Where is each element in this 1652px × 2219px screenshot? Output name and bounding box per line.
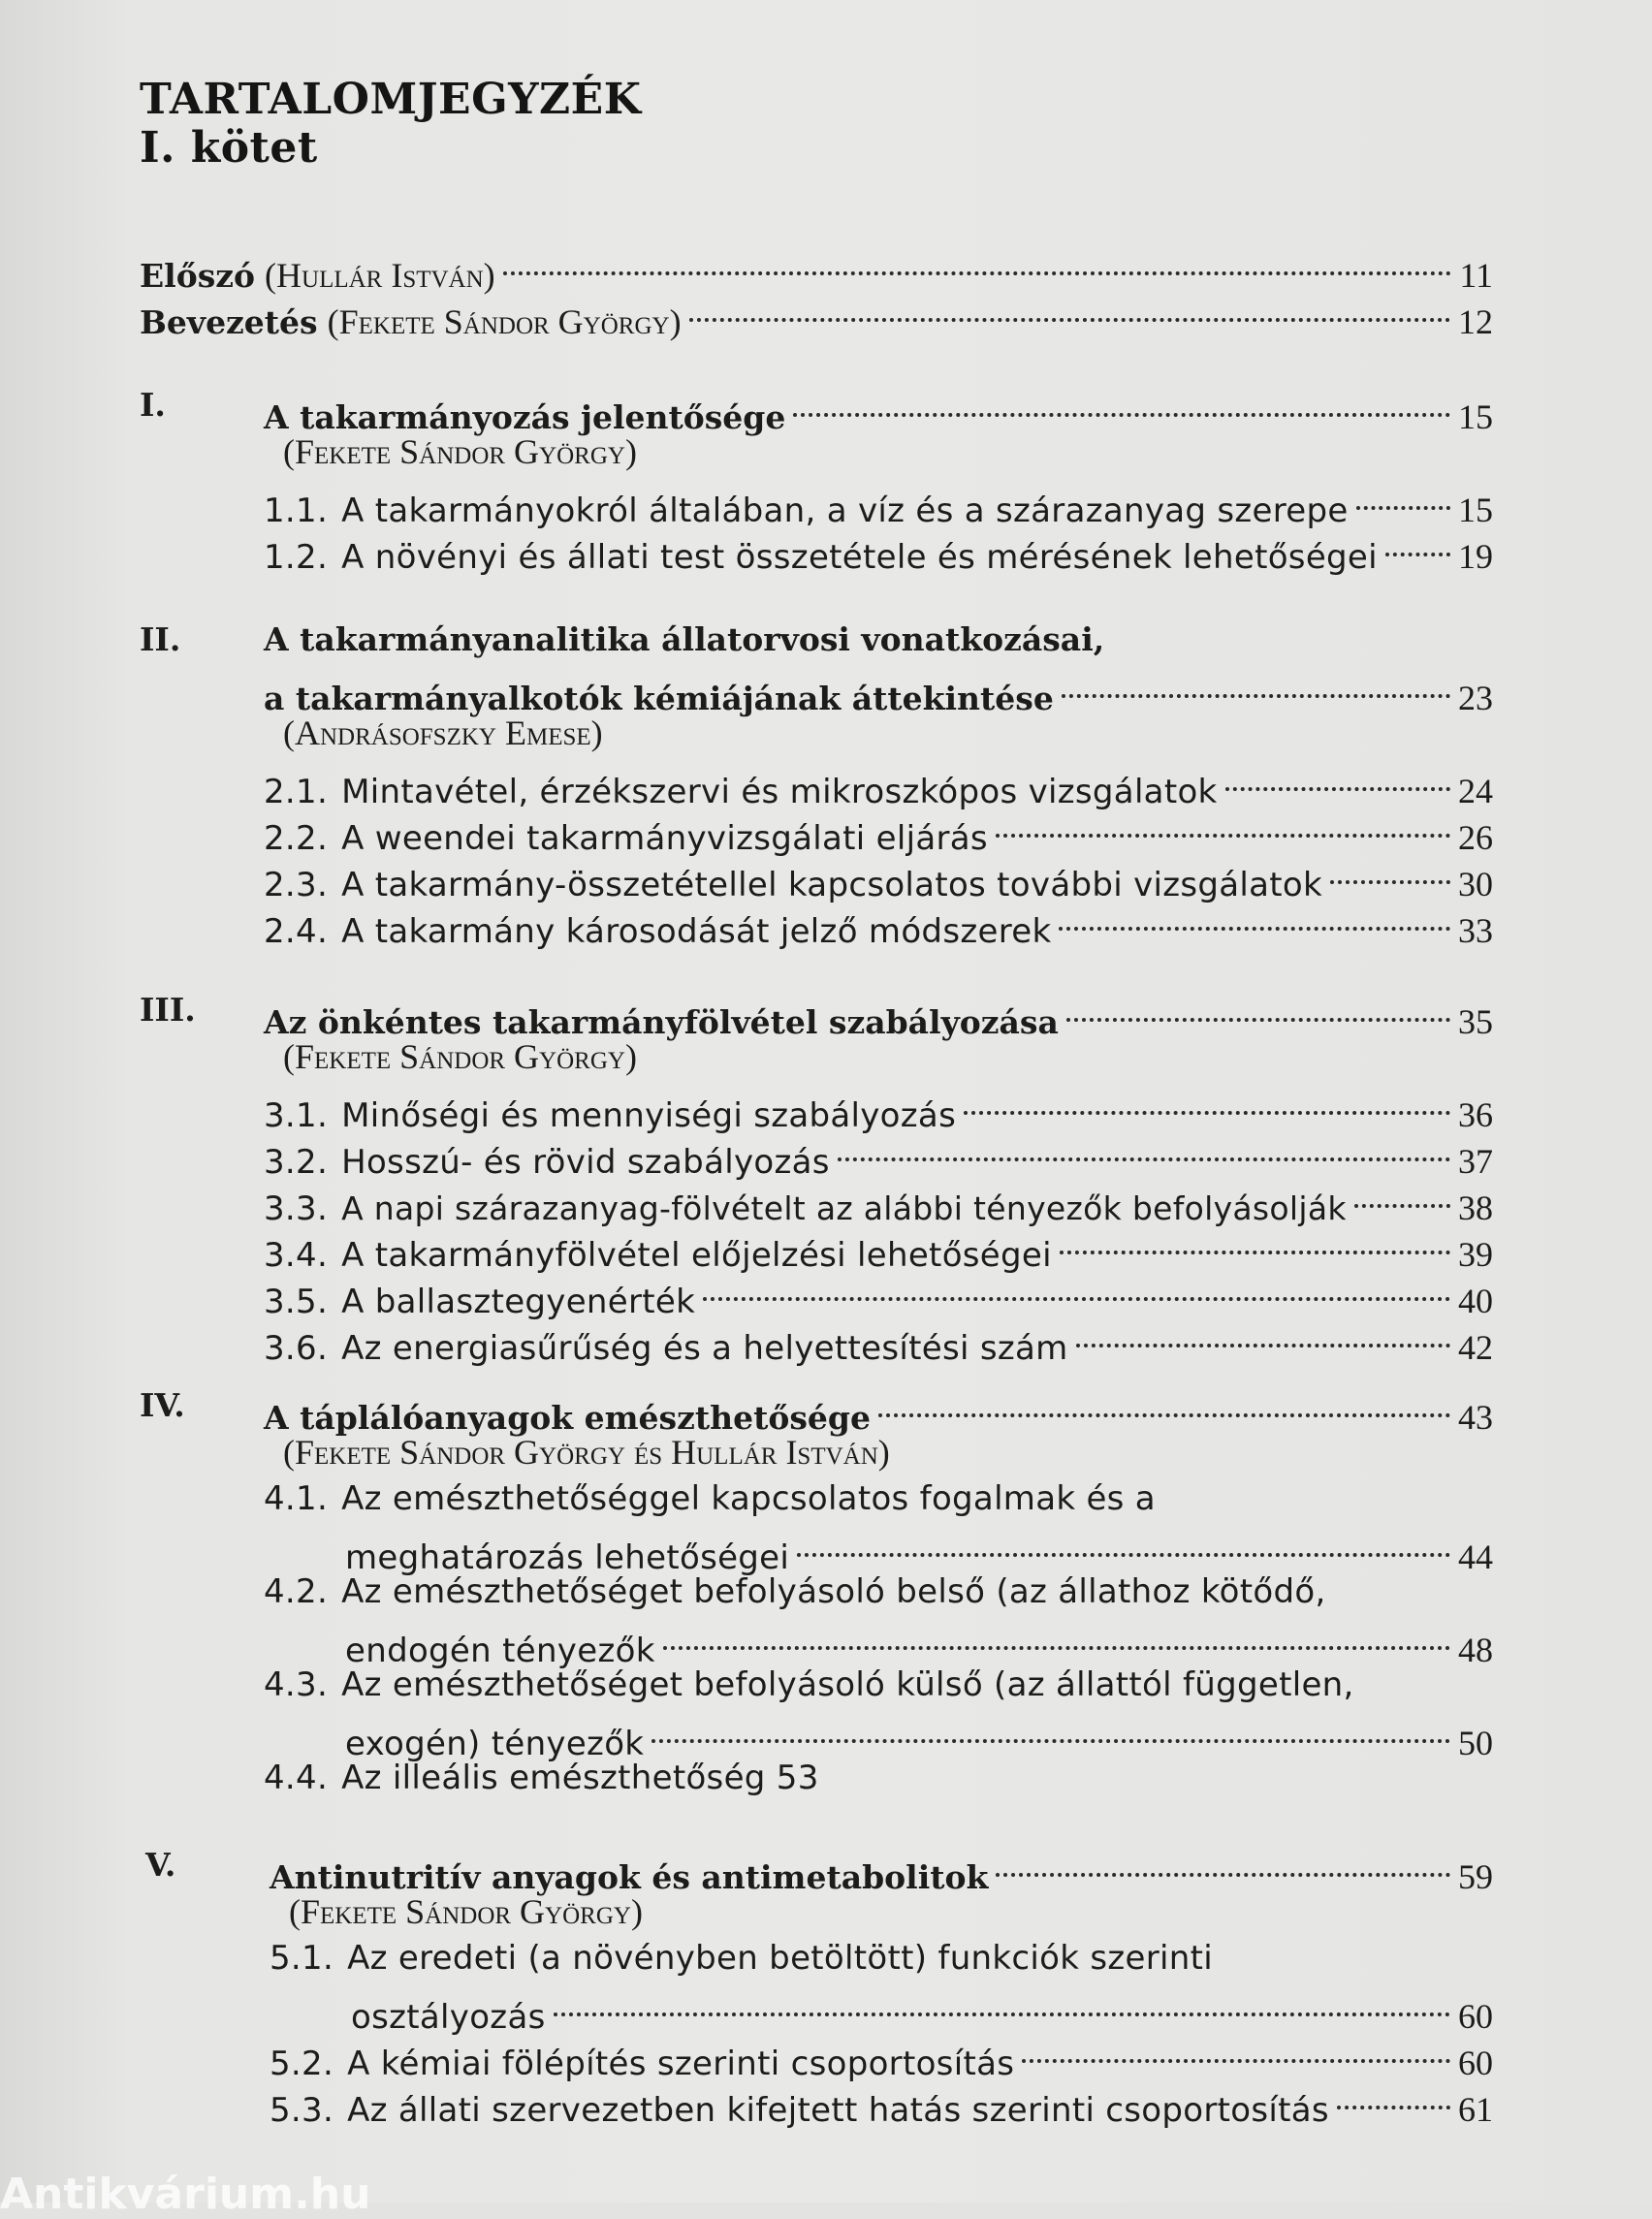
- chapter-title-line1: A takarmányanalitika állatorvosi vonatkozásai,: [264, 620, 1105, 658]
- page-number: 19: [1458, 537, 1493, 576]
- dot-leader: [838, 1126, 1450, 1173]
- toc-section-line1[interactable]: [270, 1935, 1213, 1981]
- section-title: A ballasztegyenérték: [341, 1283, 696, 1321]
- watermark: Antikvárium.hu: [0, 2170, 371, 2219]
- page-number: 60: [1458, 1997, 1493, 2036]
- page-number: 15: [1458, 491, 1493, 529]
- toc-section[interactable]: [264, 896, 1493, 951]
- dot-leader: [503, 240, 1452, 287]
- document-heading: [140, 76, 641, 173]
- page-number: 48: [1458, 1631, 1493, 1669]
- section-title-line2: osztályozás: [351, 1998, 546, 2037]
- page-number: 33: [1458, 911, 1493, 950]
- section-number: 5.1.: [270, 1939, 334, 1978]
- section-title: A weendei takarmányvizsgálati eljárás: [341, 819, 988, 858]
- chapter-title: Az önkéntes takarmányfölvétel szabályozása: [264, 1003, 1059, 1041]
- dot-leader: [651, 1708, 1450, 1755]
- chapter-number: I.: [140, 386, 166, 424]
- dot-leader: [878, 1382, 1450, 1429]
- toc-chapter-5[interactable]: [270, 1842, 1493, 1896]
- section-number: 2.1.: [264, 773, 329, 811]
- toc-section[interactable]: [264, 803, 1493, 858]
- page-number: 40: [1458, 1282, 1493, 1320]
- chapter-author: (Andrásofszky Emese): [283, 713, 603, 752]
- section-title: A takarmány károsodását jelző módszerek: [341, 912, 1052, 951]
- section-number: 4.3.: [264, 1665, 329, 1704]
- section-title-line2: exogén) tényezők: [345, 1725, 645, 1763]
- section-number: 3.4.: [264, 1236, 329, 1275]
- section-title: A takarmányokról általában, a víz és a szárazanyag szerepe: [341, 491, 1349, 530]
- page-number: 44: [1458, 1537, 1493, 1576]
- dot-leader: [793, 382, 1450, 428]
- dot-leader: [1385, 522, 1450, 568]
- dot-leader: [964, 1080, 1450, 1126]
- dot-leader: [1356, 475, 1450, 522]
- section-number: 1.2.: [264, 538, 329, 577]
- chapter-author: (Fekete Sándor György): [283, 432, 637, 471]
- dot-leader: [1076, 1313, 1450, 1359]
- chapter-author: (Fekete Sándor György és Hullár István): [283, 1433, 890, 1472]
- toc-section[interactable]: [264, 1755, 819, 1801]
- page-number: 37: [1458, 1142, 1493, 1181]
- section-number: 3.6.: [264, 1329, 329, 1368]
- section-title: Az illeális emészthetőség 53: [341, 1759, 819, 1797]
- section-title-line1: Az eredeti (a növényben betöltött) funkciók szerinti: [347, 1939, 1213, 1978]
- entry-label: Előszó: [140, 257, 256, 295]
- page-number: 60: [1458, 2044, 1493, 2082]
- page-number: 26: [1458, 818, 1493, 857]
- dot-leader: [797, 1522, 1450, 1569]
- section-title-line2: endogén tényezők: [345, 1632, 655, 1670]
- toc-section[interactable]: [264, 1126, 1493, 1182]
- section-number: 3.2.: [264, 1143, 329, 1182]
- toc-section[interactable]: [264, 1313, 1493, 1368]
- toc-chapter-2[interactable]: [264, 663, 1493, 717]
- dot-leader: [1066, 987, 1450, 1033]
- page-number: 23: [1458, 679, 1493, 717]
- section-title-line1: Az emészthetőséggel kapcsolatos fogalmak és a: [341, 1479, 1156, 1518]
- section-title: Mintavétel, érzékszervi és mikroszkópos vizsgálatok: [341, 773, 1218, 811]
- section-title: A növényi és állati test összetétele és mérésének lehetőségei: [341, 538, 1378, 577]
- dot-leader: [1060, 1220, 1450, 1266]
- dot-leader: [689, 287, 1450, 333]
- volume-title: I. kötet: [140, 123, 318, 173]
- page-number: 11: [1459, 256, 1493, 295]
- toc-section[interactable]: [264, 475, 1493, 530]
- toc-section[interactable]: [264, 756, 1493, 811]
- toc-section-line1[interactable]: [264, 1569, 1326, 1615]
- toc-section-line2[interactable]: [345, 1522, 1493, 1577]
- page-number: 38: [1458, 1189, 1493, 1227]
- toc-section[interactable]: [264, 849, 1493, 904]
- dot-leader: [663, 1615, 1450, 1662]
- toc-section-line2[interactable]: [351, 1981, 1493, 2037]
- toc-entry-introduction[interactable]: [140, 287, 1493, 341]
- entry-label: Bevezetés: [140, 303, 318, 341]
- chapter-title: Antinutritív anyagok és antimetabolitok: [270, 1858, 989, 1896]
- dot-leader: [1354, 1173, 1450, 1220]
- chapter-number: V.: [145, 1846, 176, 1884]
- section-title: A takarmányfölvétel előjelzési lehetőségei: [341, 1236, 1052, 1275]
- page-title: TARTALOMJEGYZÉK: [140, 75, 642, 124]
- section-title: A takarmány-összetétellel kapcsolatos további vizsgálatok: [341, 866, 1323, 904]
- dot-leader: [1059, 896, 1450, 942]
- dot-leader: [1022, 2028, 1450, 2075]
- page-number: 43: [1458, 1398, 1493, 1437]
- chapter-title: A takarmányozás jelentősége: [264, 398, 786, 436]
- dot-leader: [703, 1266, 1450, 1313]
- toc-chapter-1[interactable]: [264, 382, 1493, 436]
- toc-section[interactable]: [270, 2028, 1493, 2083]
- page-number: 39: [1458, 1235, 1493, 1274]
- page-number: 50: [1458, 1724, 1493, 1762]
- section-number: 2.4.: [264, 912, 329, 951]
- section-title-line1: Az emészthetőséget befolyásoló belső (az állathoz kötődő,: [341, 1572, 1326, 1611]
- page-number: 36: [1458, 1095, 1493, 1134]
- dot-leader: [996, 1842, 1450, 1888]
- chapter-title-line2: a takarmányalkotók kémiájának áttekintése: [264, 680, 1054, 717]
- section-title: A kémiai fölépítés szerinti csoportosítás: [347, 2045, 1015, 2083]
- section-number: 3.3.: [264, 1189, 329, 1228]
- section-number: 3.1.: [264, 1096, 329, 1135]
- toc-section-line2[interactable]: [345, 1615, 1493, 1670]
- toc-section[interactable]: [264, 1266, 1493, 1321]
- page-number: 59: [1458, 1857, 1493, 1896]
- section-title-line2: meghatározás lehetőségei: [345, 1538, 790, 1577]
- toc-section[interactable]: [270, 2075, 1493, 2130]
- toc-section-line1[interactable]: [264, 1475, 1156, 1522]
- page-number: 35: [1458, 1002, 1493, 1041]
- section-number: 1.1.: [264, 491, 329, 530]
- section-title: Minőségi és mennyiségi szabályozás: [341, 1096, 957, 1135]
- toc-section[interactable]: [264, 522, 1493, 577]
- toc-section[interactable]: [264, 1080, 1493, 1135]
- section-number: 4.1.: [264, 1479, 329, 1518]
- section-title: Hosszú- és rövid szabályozás: [341, 1143, 830, 1182]
- section-number: 2.2.: [264, 819, 329, 858]
- toc-section-line1[interactable]: [264, 1662, 1354, 1708]
- chapter-number: II.: [140, 620, 181, 658]
- page-number: 12: [1458, 302, 1493, 341]
- toc-entry-foreword[interactable]: [140, 240, 1493, 295]
- page-number: 30: [1458, 865, 1493, 903]
- page-number: 42: [1458, 1328, 1493, 1367]
- page-number: 61: [1458, 2090, 1493, 2129]
- section-title: Az állati szervezetben kifejtett hatás szerinti csoportosítás: [347, 2091, 1329, 2130]
- section-title: A napi szárazanyag-fölvételt az alábbi tényezők befolyásolják: [341, 1189, 1347, 1227]
- entry-author: (Hullár István): [265, 256, 495, 295]
- dot-leader: [554, 1981, 1450, 2028]
- section-number: 3.5.: [264, 1283, 329, 1321]
- dot-leader: [996, 803, 1450, 849]
- page-number: 15: [1458, 397, 1493, 436]
- section-title-line1: Az emészthetőséget befolyásoló külső (az állattól független,: [341, 1665, 1354, 1704]
- section-number: 2.3.: [264, 866, 329, 904]
- dot-leader: [1337, 2075, 1450, 2121]
- page-number: 24: [1458, 772, 1493, 810]
- chapter-number: IV.: [140, 1386, 185, 1424]
- dot-leader: [1062, 663, 1450, 710]
- section-title: Az energiasűrűség és a helyettesítési szám: [341, 1329, 1068, 1368]
- section-number: 4.4.: [264, 1759, 329, 1797]
- chapter-author: (Fekete Sándor György): [289, 1892, 643, 1931]
- dot-leader: [1225, 756, 1450, 803]
- toc-section[interactable]: [264, 1173, 1493, 1228]
- section-number: 4.2.: [264, 1572, 329, 1611]
- chapter-author: (Fekete Sándor György): [283, 1037, 637, 1076]
- section-number: 5.2.: [270, 2045, 334, 2083]
- chapter-number: III.: [140, 991, 196, 1029]
- section-number: 5.3.: [270, 2091, 334, 2130]
- toc-section[interactable]: [264, 1220, 1493, 1275]
- toc-chapter-4[interactable]: [264, 1382, 1493, 1437]
- toc-section-line2[interactable]: [345, 1708, 1493, 1763]
- entry-author: (Fekete Sándor György): [327, 302, 682, 341]
- dot-leader: [1330, 849, 1450, 896]
- toc-chapter-3[interactable]: [264, 987, 1493, 1041]
- chapter-title: A táplálóanyagok emészthetősége: [264, 1399, 871, 1437]
